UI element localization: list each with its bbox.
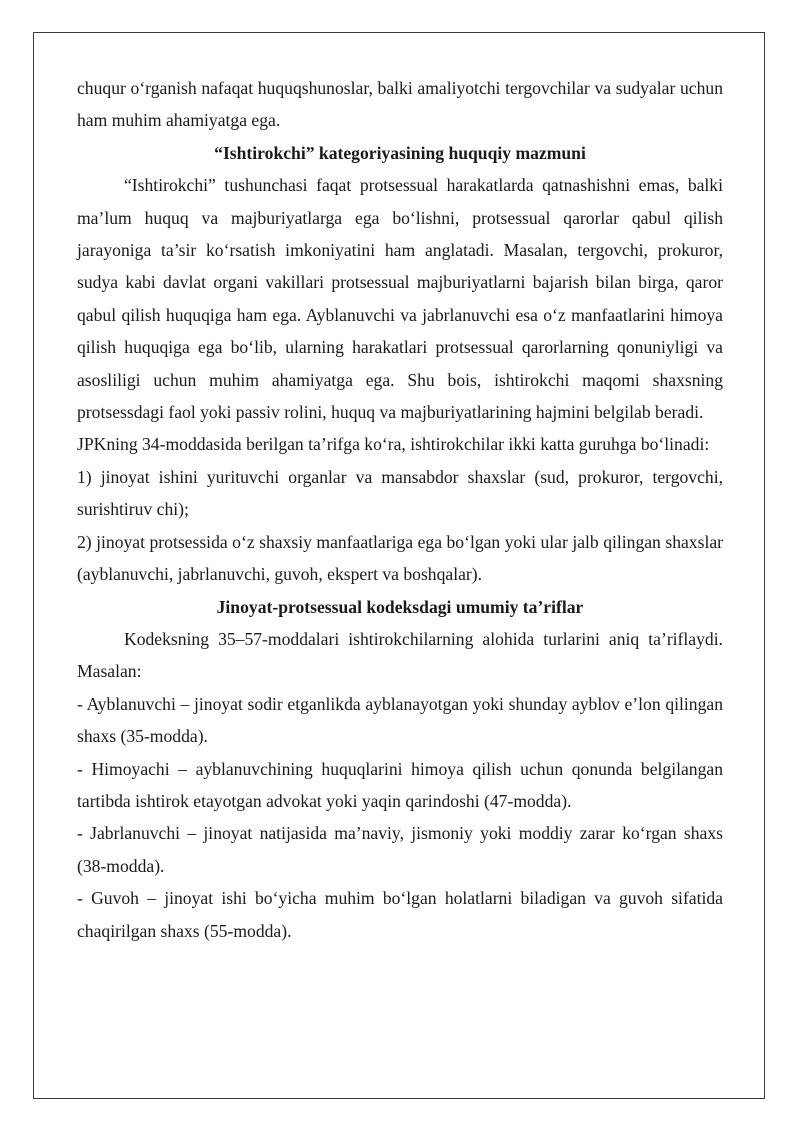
group-2-item: 2) jinoyat protsessida o‘z shaxsiy manfaatlariga ega bo‘lgan yoki ular jalb qilingan shaxslar (ayblanuvchi, jabrlanuvchi, guvoh, ekspert va boshqalar).: [77, 531, 723, 585]
participant-concept-paragraph: “Ishtirokchi” tushunchasi faqat protsessual harakatlarda qatnashishni emas, balki ma’lum huquq va majburiyatlarga ega bo‘lishni, protsessual qarorlar qabul qilish jarayoniga ta’sir ko‘rsatish imkoniyatini ham anglatadi. Masalan, tergovchi, prokuror, sudya kabi davlat organi vakillari protsessual majburiyatlarni bajarish bilan birga, qaror qabul qilish huquqiga ham ega. Ayblanuvchi va jabrlanuvchi esa o‘z manfaatlarini himoya qilish huquqiga ega bo‘lib, ularning harakatlari protsessual qarorlarning qonuniyligi va asosliligi uchun muhim ahamiyatga ega. Shu bois, ishtirokchi maqomi shaxsning protsessdagi faol yoki passiv rolini, huquq va majburiyatlarining hajmini belgilab beradi.: [77, 175, 723, 423]
section-heading-participant-category: “Ishtirokchi” kategoriyasining huquqiy mazmuni: [214, 142, 586, 163]
definition-witness: - Guvoh – jinoyat ishi bo‘yicha muhim bo‘lgan holatlarni biladigan va guvoh sifatida chaqirilgan shaxs (55-modda).: [77, 888, 723, 941]
definition-defender: - Himoyachi – ayblanuvchining huquqlarini himoya qilish uchun qonunda belgilangan tartibda ishtirok etayotgan advokat yoki yaqin qarindoshi (47-modda).: [77, 758, 723, 811]
article-34-paragraph: JPKning 34-moddasida berilgan ta’rifga ko‘ra, ishtirokchilar ikki katta guruhga bo‘linadi:: [77, 434, 710, 455]
section-heading-general-definitions: Jinoyat-protsessual kodeksdagi umumiy ta’riflar: [216, 596, 584, 617]
document-body: [77, 72, 723, 947]
definition-victim: - Jabrlanuvchi – jinoyat natijasida ma’naviy, jismoniy yoki moddiy zarar ko‘rgan shaxs (38-modda).: [77, 823, 723, 876]
intro-continuation-paragraph: chuqur o‘rganish nafaqat huquqshunoslar, balki amaliyotchi tergovchilar va sudyalar uchun ham muhim ahamiyatga ega.: [77, 78, 723, 131]
articles-35-57-paragraph: Kodeksning 35–57-moddalari ishtirokchilarning alohida turlarini aniq ta’riflaydi. Masalan:: [77, 628, 723, 682]
definition-accused: - Ayblanuvchi – jinoyat sodir etganlikda ayblanayotgan yoki shunday ayblov e’lon qilingan shaxs (35-modda).: [77, 693, 723, 747]
group-1-item: 1) jinoyat ishini yurituvchi organlar va mansabdor shaxslar (sud, prokuror, tergovchi, surishtiruv chi);: [77, 466, 723, 520]
